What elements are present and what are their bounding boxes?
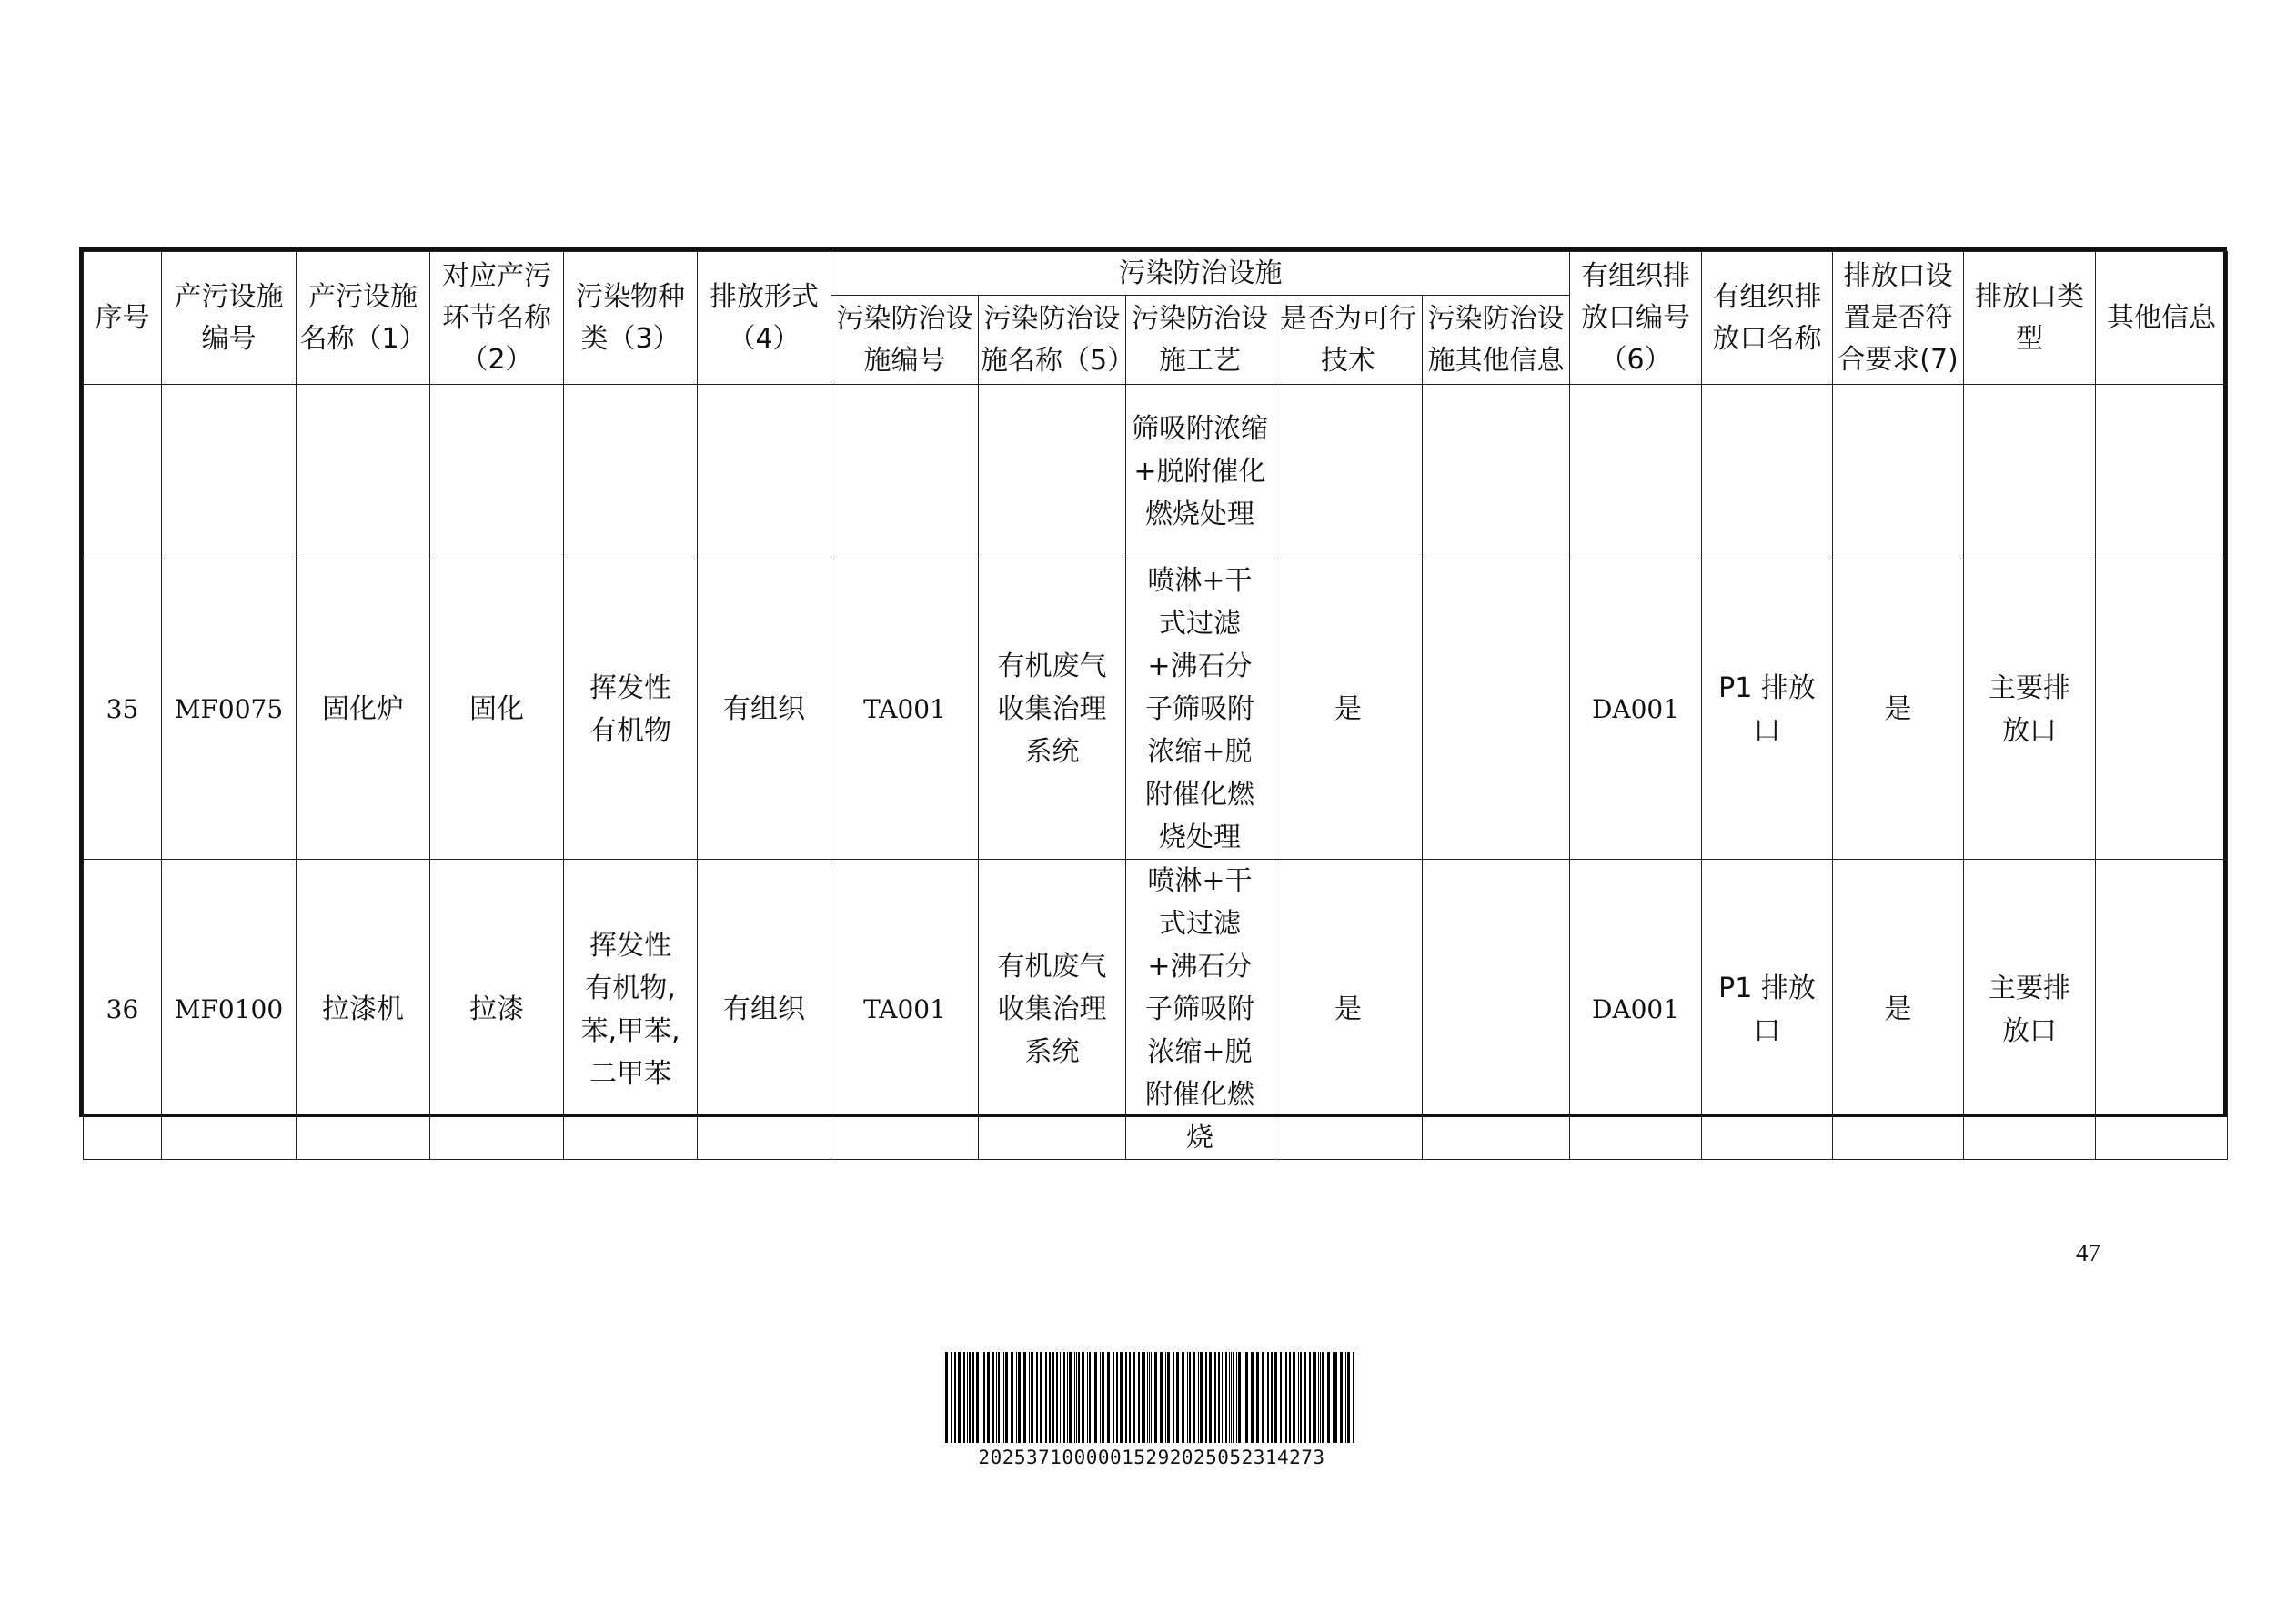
header-control-other: 污染防治设施其他信息: [1423, 296, 1570, 385]
barcode-bar: [1238, 1352, 1241, 1443]
barcode-bar: [1120, 1352, 1123, 1443]
header-other: 其他信息: [2096, 252, 2228, 385]
cell-emission-form: 有组织: [698, 860, 831, 1160]
header-outlet-code: 有组织排放口编号（6）: [1570, 252, 1702, 385]
cell-facility-code: MF0075: [162, 559, 297, 860]
cell-facility-name: [297, 385, 430, 559]
cell-control-code: TA001: [831, 860, 979, 1160]
barcode-bar: [958, 1352, 961, 1443]
barcode-bar: [1149, 1352, 1150, 1443]
barcode-bar: [1069, 1352, 1072, 1443]
cell-outlet-type: [1964, 385, 2096, 559]
barcode-bar: [998, 1352, 1000, 1443]
barcode-bar: [1274, 1352, 1277, 1443]
table-row: [84, 860, 2228, 1160]
cell-control-other: [1423, 559, 1570, 860]
header-control-process: 污染防治设施工艺: [1126, 296, 1274, 385]
barcode-bar: [1113, 1352, 1114, 1443]
barcode-bar: [1322, 1352, 1324, 1443]
header-stage-name: 对应产污环节名称（2）: [430, 252, 564, 385]
barcode-bar: [1347, 1352, 1350, 1443]
barcode-bar: [1353, 1352, 1354, 1443]
barcode-bar: [1251, 1352, 1254, 1443]
header-outlet-ok: 排放口设置是否符合要求(7): [1833, 252, 1964, 385]
cell-other: [2096, 559, 2228, 860]
cell-facility-name: 固化炉: [297, 559, 430, 860]
header-control-group: 污染防治设施: [831, 252, 1570, 296]
emission-table: [79, 247, 2227, 1154]
cell-facility-code: MF0100: [162, 860, 297, 1160]
barcode-bar: [1031, 1352, 1033, 1443]
barcode-bar: [1198, 1352, 1199, 1443]
barcode-bar: [1334, 1352, 1337, 1443]
cell-pollutant: 挥发性有机物: [564, 559, 698, 860]
barcode-bar: [1087, 1352, 1088, 1443]
barcode-icon: [943, 1352, 1360, 1443]
barcode-bar: [1100, 1352, 1101, 1443]
barcode-bar: [1318, 1352, 1319, 1443]
barcode-bar: [1036, 1352, 1038, 1443]
barcode-bar: [1340, 1352, 1343, 1443]
barcode-bar: [1262, 1352, 1264, 1443]
cell-outlet-ok: 是: [1833, 860, 1964, 1160]
barcode-bar: [1173, 1352, 1174, 1443]
barcode-bar: [1236, 1352, 1237, 1443]
cell-outlet-code: DA001: [1570, 860, 1702, 1160]
barcode-bar: [969, 1352, 971, 1443]
barcode-bar: [1133, 1352, 1135, 1443]
barcode-bar: [1078, 1352, 1080, 1443]
barcode-bar: [1107, 1352, 1110, 1443]
barcode-bar: [1293, 1352, 1295, 1443]
barcode-bar: [1314, 1352, 1316, 1443]
barcode-bar: [967, 1352, 968, 1443]
barcode-bar: [1154, 1352, 1157, 1443]
barcode-bar: [1222, 1352, 1223, 1443]
cell-stage-name: 固化: [430, 559, 564, 860]
barcode-bar: [1074, 1352, 1075, 1443]
barcode-bar: [1214, 1352, 1216, 1443]
cell-control-name: 有机废气收集治理系统: [979, 559, 1126, 860]
barcode-bar: [1205, 1352, 1207, 1443]
barcode-bar: [1285, 1352, 1287, 1443]
barcode-bar: [1165, 1352, 1166, 1443]
cell-feasible: 是: [1274, 559, 1423, 860]
cell-control-other: [1423, 860, 1570, 1160]
barcode-bar: [987, 1352, 990, 1443]
page-number: 47: [2076, 1239, 2100, 1266]
barcode-bar: [1129, 1352, 1131, 1443]
barcode-bar: [1280, 1352, 1282, 1443]
barcode-bar: [1125, 1352, 1127, 1443]
header-outlet-type: 排放口类型: [1964, 252, 2096, 385]
barcode-bar: [1245, 1352, 1248, 1443]
barcode-bar: [954, 1352, 956, 1443]
cell-control-other: [1423, 385, 1570, 559]
barcode-bar: [1300, 1352, 1302, 1443]
barcode-bar: [1045, 1352, 1047, 1443]
barcode-bar: [1082, 1352, 1084, 1443]
cell-outlet-code: DA001: [1570, 559, 1702, 860]
barcode-number: 20253710000015292025052314273: [978, 1447, 1325, 1468]
header-outlet-name: 有组织排放口名称: [1702, 252, 1833, 385]
cell-outlet-name: [1702, 385, 1833, 559]
barcode-bar: [945, 1352, 948, 1443]
cell-seq: 35: [84, 559, 162, 860]
header-pollutant: 污染物种类（3）: [564, 252, 698, 385]
header-facility-name: 产污设施名称（1）: [297, 252, 430, 385]
barcode-bar: [1333, 1352, 1334, 1443]
cell-other: [2096, 385, 2228, 559]
header-control-code: 污染防治设施编号: [831, 296, 979, 385]
cell-outlet-ok: 是: [1833, 559, 1964, 860]
barcode-bar: [1320, 1352, 1321, 1443]
barcode-bar: [1102, 1352, 1104, 1443]
barcode-bar: [1029, 1352, 1030, 1443]
barcode-bar: [1345, 1352, 1346, 1443]
cell-outlet-name: P1 排放口: [1702, 860, 1833, 1160]
barcode-bar: [1049, 1352, 1051, 1443]
cell-control-process: 喷淋+干式过滤+沸石分子筛吸附浓缩+脱附催化燃烧: [1126, 860, 1274, 1160]
cell-emission-form: 有组织: [698, 559, 831, 860]
barcode-bar: [1018, 1352, 1021, 1443]
header-facility-code: 产污设施编号: [162, 252, 297, 385]
barcode-bar: [1143, 1352, 1145, 1443]
cell-pollutant: [564, 385, 698, 559]
barcode-bar: [1067, 1352, 1068, 1443]
cell-stage-name: [430, 385, 564, 559]
barcode-bar: [1256, 1352, 1259, 1443]
table-row: [84, 559, 2228, 860]
barcode-bar: [1003, 1352, 1004, 1443]
barcode-bar: [1233, 1352, 1234, 1443]
barcode-bar: [1189, 1352, 1191, 1443]
barcode-bar: [972, 1352, 974, 1443]
barcode-bar: [1298, 1352, 1299, 1443]
barcode-bar: [1225, 1352, 1227, 1443]
barcode-bar: [983, 1352, 985, 1443]
barcode-bar: [992, 1352, 994, 1443]
cell-stage-name: 拉漆: [430, 860, 564, 1160]
cell-outlet-type: 主要排放口: [1964, 860, 2096, 1160]
cell-control-code: [831, 385, 979, 559]
barcode-bar: [1056, 1352, 1058, 1443]
barcode-bar: [976, 1352, 979, 1443]
cell-facility-code: [162, 385, 297, 559]
barcode-bar: [1193, 1352, 1195, 1443]
barcode-bar: [1040, 1352, 1042, 1443]
cell-outlet-name: P1 排放口: [1702, 559, 1833, 860]
barcode-bar: [1005, 1352, 1008, 1443]
barcode-bar: [1160, 1352, 1163, 1443]
barcode-bar: [1176, 1352, 1179, 1443]
barcode-bar: [1116, 1352, 1118, 1443]
barcode-bar: [1089, 1352, 1091, 1443]
cell-outlet-code: [1570, 385, 1702, 559]
cell-feasible: [1274, 385, 1423, 559]
barcode-bar: [1200, 1352, 1203, 1443]
barcode-bar: [1063, 1352, 1065, 1443]
header-emission-form: 排放形式（4）: [698, 252, 831, 385]
header-seq: 序号: [84, 252, 162, 385]
barcode-bar: [1052, 1352, 1054, 1443]
table-row: [84, 385, 2228, 559]
cell-facility-name: 拉漆机: [297, 860, 430, 1160]
barcode-bar: [1094, 1352, 1097, 1443]
barcode-bar: [1060, 1352, 1061, 1443]
barcode-bar: [1229, 1352, 1230, 1443]
barcode-bar: [1016, 1352, 1017, 1443]
barcode-bar: [1271, 1352, 1273, 1443]
barcode-bar: [1151, 1352, 1152, 1443]
barcode-bar: [1327, 1352, 1330, 1443]
cell-seq: [84, 385, 162, 559]
cell-control-process: 喷淋+干式过滤+沸石分子筛吸附浓缩+脱附催化燃烧处理: [1126, 559, 1274, 860]
barcode-bar: [1218, 1352, 1220, 1443]
cell-pollutant: 挥发性有机物,苯,甲苯,二甲苯: [564, 860, 698, 1160]
cell-outlet-type: 主要排放口: [1964, 559, 2096, 860]
header-feasible: 是否为可行技术: [1274, 296, 1423, 385]
barcode-bar: [1209, 1352, 1212, 1443]
barcode-bar: [1267, 1352, 1269, 1443]
header-control-name: 污染防治设施名称（5）: [979, 296, 1126, 385]
barcode-bar: [996, 1352, 997, 1443]
cell-control-code: TA001: [831, 559, 979, 860]
cell-feasible: 是: [1274, 860, 1423, 1160]
barcode-bar: [1138, 1352, 1140, 1443]
barcode-bar: [1313, 1352, 1314, 1443]
cell-other: [2096, 860, 2228, 1160]
barcode-bar: [1076, 1352, 1077, 1443]
barcode-bar: [1142, 1352, 1143, 1443]
barcode-bar: [1289, 1352, 1291, 1443]
barcode-bar: [1304, 1352, 1306, 1443]
barcode-bar: [1147, 1352, 1148, 1443]
barcode-bar: [951, 1352, 952, 1443]
cell-control-name: 有机废气收集治理系统: [979, 860, 1126, 1160]
barcode-bar: [1187, 1352, 1188, 1443]
barcode-bar: [1309, 1352, 1311, 1443]
barcode-bar: [1011, 1352, 1013, 1443]
cell-control-name: [979, 385, 1126, 559]
barcode-bar: [1023, 1352, 1026, 1443]
barcode-bar: [1167, 1352, 1170, 1443]
barcode-bar: [963, 1352, 965, 1443]
barcode-bar: [1182, 1352, 1184, 1443]
barcode-bar: [1231, 1352, 1232, 1443]
cell-seq: 36: [84, 860, 162, 1160]
cell-outlet-ok: [1833, 385, 1964, 559]
cell-emission-form: [698, 385, 831, 559]
cell-control-process: 筛吸附浓缩+脱附催化燃烧处理: [1126, 385, 1274, 559]
